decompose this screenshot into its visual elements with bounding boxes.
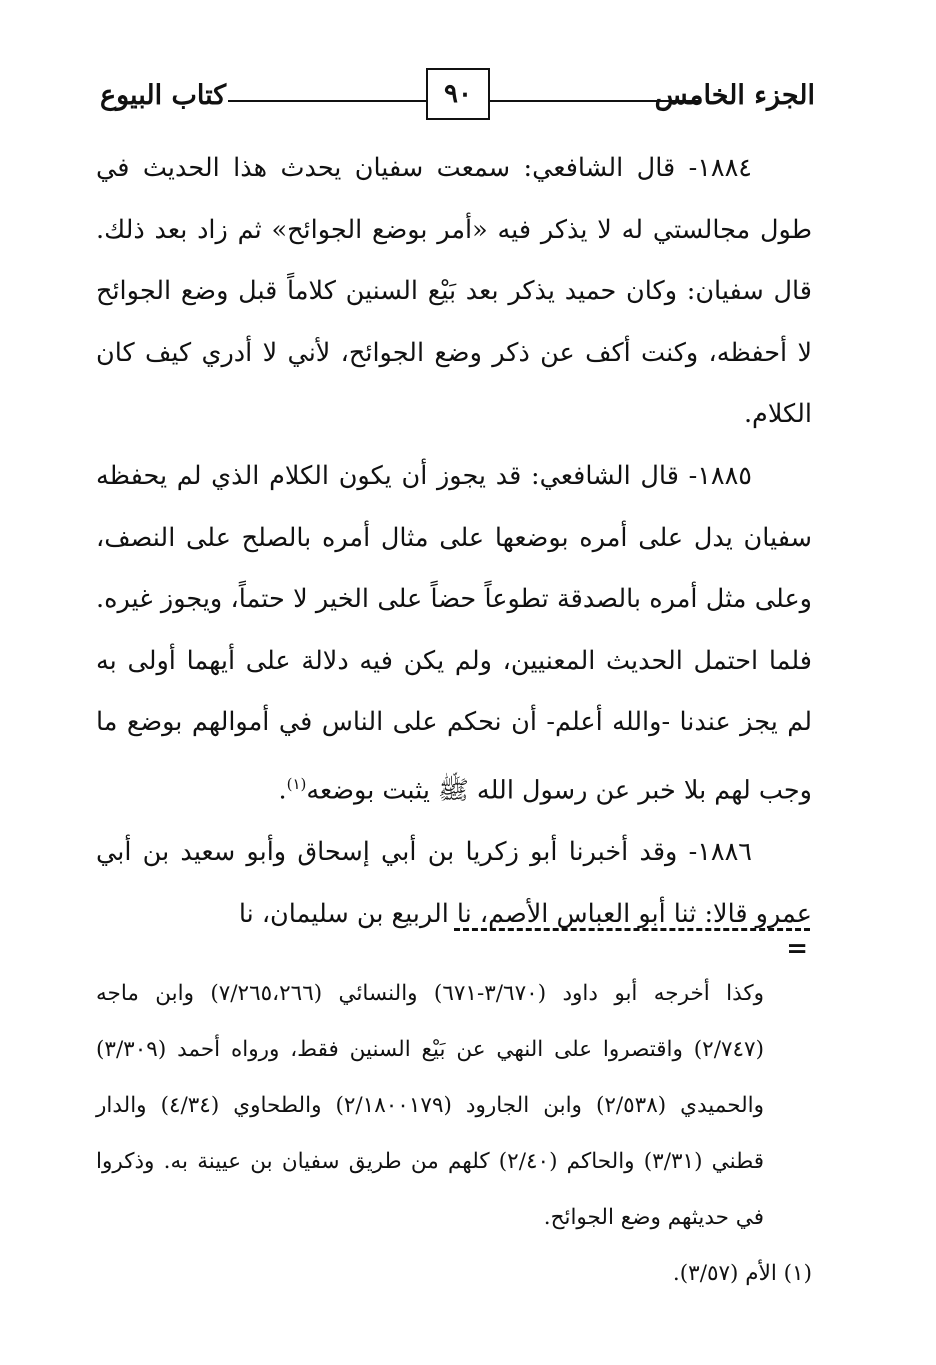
header-rule-right	[488, 100, 700, 102]
footnote-continuation: وكذا أخرجه أبو داود (٣/٦٧٠-٦٧١) والنسائي (٧/٢٦٥،٢٦٦) وابن ماجه (٢/٧٤٧) واقتصروا على النهي عن بَيْع السنين فقط، ورواه أحمد (٣/٣٠٩) والحميدي (٢/٥٣٨) وابن الجارود (٢/١٨٠٠١٧٩) والطحاوي (٤/٣٤) والدار قطني (٣/٣١) والحاكم (٢/٤٠) كلهم من طريق سفيان بن عيينة به. وذكروا في حديثهم وضع الجوائح.	[96, 981, 764, 1230]
footnote-separator	[98, 922, 810, 962]
paragraph-1886: ١٨٨٦- وقد أخبرنا أبو زكريا بن أبي إسحاق وأبو سعيد بن أبي عمرو قالا: ثنا أبو العباس الأصم، نا الربيع بن سليمان، نا	[96, 837, 812, 929]
running-header	[100, 68, 815, 124]
footnotes	[96, 966, 812, 1302]
footnote-1: (١) الأم (٣/٥٧).	[672, 1261, 812, 1286]
header-rule-left	[228, 100, 426, 102]
main-text	[96, 138, 812, 945]
footnote-ref-1: (١)	[286, 774, 307, 793]
paragraph-1885	[96, 446, 812, 822]
page-number: ٩٠	[426, 68, 490, 120]
book-title: كتاب البيوع	[100, 80, 227, 111]
paragraph-1884: ١٨٨٤- قال الشافعي: سمعت سفيان يحدث هذا الحديث في طول مجالستي له لا يذكر فيه «أمر بوضع الجوائح» ثم زاد بعد ذلك. قال سفيان: وكان حميد يذكر بعد بَيْع السنين كلاماً قبل وضع الجوائح لا أحفظه، وكنت أكف عن ذكر وضع الجوائح، لأني لا أدري كيف كان الكلام.	[96, 153, 812, 430]
continuation-mark: =	[786, 934, 808, 964]
paragraph-1885-text: ١٨٨٥- قال الشافعي: قد يجوز أن يكون الكلام الذي لم يحفظه سفيان يدل على أمره بوضعها على مثال أمره بالصلح على النصف، وعلى مثل أمره بالصدقة تطوعاً حضاً على الخير لا حتماً، ويجوز غيره. فلما احتمل الحديث المعنيين، ولم يكن فيه دلالة على أيهما أولى به لم يجز عندنا -والله أعلم- أن نحكم على الناس في أموالهم بوضع ما وجب لهم بلا خبر عن رسول الله ﷺ يثبت بوضعه	[96, 460, 812, 806]
separator-dashes	[454, 928, 810, 931]
sentence-end: .	[278, 775, 287, 806]
part-title: الجزء الخامس	[654, 80, 815, 111]
